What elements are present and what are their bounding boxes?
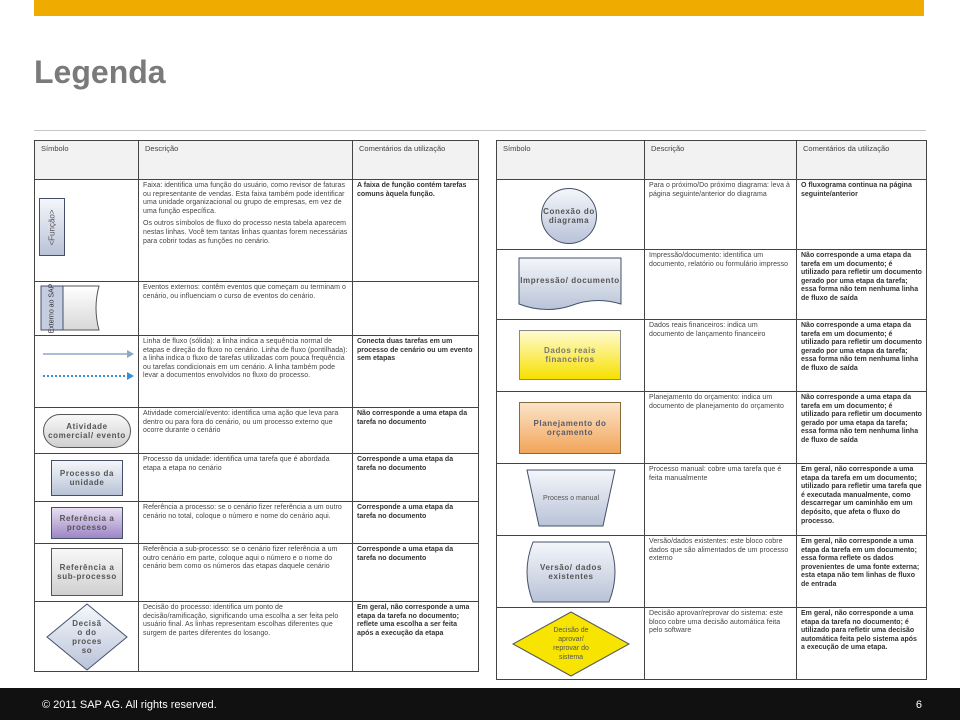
symbol-cell bbox=[35, 602, 139, 672]
description-cell: Decisão do processo: identifica um ponto de decisão/ramificação, significando uma escolha a ser feita pelo usuário final. As linhas representam escolhas diferentes que surgem de partes diferentes do losango. bbox=[139, 602, 353, 672]
page-number: 6 bbox=[915, 699, 922, 711]
description-cell: Referência a processo: se o cenário fizer referência a um outro cenário no total, coloque o número e nome do cenário aqui. bbox=[139, 502, 353, 544]
table-row bbox=[35, 336, 479, 408]
print-document-label: Impressão/ documento bbox=[520, 275, 620, 285]
comment-cell: A faixa de função contém tarefas comuns àquela função. bbox=[353, 180, 479, 282]
symbol-cell bbox=[497, 464, 645, 536]
comment-cell: Em geral, não corresponde a uma etapa da tarefa em um documento; essa forma reflete os dados provenientes de uma fonte externa; esta etapa não tem linhas de fluxo de entrada bbox=[797, 536, 927, 608]
table-row bbox=[35, 602, 479, 672]
symbol-cell bbox=[35, 408, 139, 454]
description-cell: Decisão aprovar/reprovar do sistema: este bloco cobre uma decisão automática feita pelo software bbox=[645, 608, 797, 680]
header-description: Descrição bbox=[139, 141, 353, 180]
symbol-cell bbox=[35, 282, 139, 336]
lane-label: <Função> bbox=[47, 208, 57, 246]
system-decision-label: Decisão de aprovar/ reprovar do sistema bbox=[553, 627, 589, 661]
header-comments: Comentários da utilização bbox=[797, 141, 927, 180]
comment-cell: O fluxograma continua na página seguinte/anterior bbox=[797, 180, 927, 250]
description-cell bbox=[139, 180, 353, 282]
symbol-cell bbox=[35, 544, 139, 602]
process-reference-shape: Referência a processo bbox=[51, 507, 123, 539]
comment-cell: Corresponde a uma etapa da tarefa no documento bbox=[353, 454, 479, 502]
table-header-row bbox=[35, 141, 479, 180]
comment-cell: Em geral, não corresponde a uma etapa da tarefa em um documento; utilizado para refletir uma tarefa que é executada manualmente, como descarregar um caminhão em um depósito, que afeta o fluxo do processo. bbox=[797, 464, 927, 536]
diagram-connector-shape: Conexão do diagrama bbox=[541, 188, 597, 244]
accent-bar bbox=[34, 0, 924, 16]
comment-cell: Corresponde a uma etapa da tarefa no documento bbox=[353, 544, 479, 602]
table-header-row bbox=[497, 141, 927, 180]
financial-actuals-shape: Dados reais financeiros bbox=[519, 330, 621, 380]
comment-cell: Em geral, não corresponde a uma etapa da tarefa no documento; é utilizado para refletir uma decisão automática feita pelo sistema após a execução de uma etapa. bbox=[797, 608, 927, 680]
symbol-cell bbox=[35, 336, 139, 408]
lane-shape bbox=[39, 198, 65, 256]
symbol-cell bbox=[497, 320, 645, 392]
manual-process-label: Process o manual bbox=[542, 494, 600, 502]
table-row bbox=[497, 180, 927, 250]
symbol-cell bbox=[497, 180, 645, 250]
decision-label: Decisã o do proces so bbox=[72, 619, 102, 655]
description-cell: Referência a sub-processo: se o cenário fizer referência a um outro cenário em parte, coloque aqui o número e o nome do cenário bem como os números das etapas daquele cenário bbox=[139, 544, 353, 602]
symbol-cell bbox=[35, 454, 139, 502]
comment-cell bbox=[353, 282, 479, 336]
table-row bbox=[497, 464, 927, 536]
symbol-cell bbox=[497, 392, 645, 464]
description-cell: Para o próximo/Do próximo diagrama: leva à página seguinte/anterior do diagrama bbox=[645, 180, 797, 250]
table-row bbox=[35, 502, 479, 544]
existing-data-label: Versão/ dados existentes bbox=[539, 563, 603, 581]
description-cell: Dados reais financeiros: indica um documento de lançamento financeiro bbox=[645, 320, 797, 392]
table-row bbox=[497, 392, 927, 464]
table-row bbox=[35, 454, 479, 502]
table-row bbox=[497, 250, 927, 320]
page-title: Legenda bbox=[34, 54, 166, 90]
header-symbol: Símbolo bbox=[35, 141, 139, 180]
table-row bbox=[35, 180, 479, 282]
symbol-cell bbox=[35, 180, 139, 282]
business-activity-shape: Atividade comercial/ evento bbox=[43, 414, 131, 448]
unit-process-shape: Processo da unidade bbox=[51, 460, 123, 496]
copyright-text: © 2011 SAP AG. All rights reserved. bbox=[42, 699, 217, 711]
header-symbol: Símbolo bbox=[497, 141, 645, 180]
description-cell: Planejamento do orçamento: indica um documento de planejamento do orçamento bbox=[645, 392, 797, 464]
symbol-cell bbox=[497, 250, 645, 320]
description-text: Faixa: identifica uma função do usuário, como revisor de faturas ou representante de vendas. Esta faixa também pode identificar uma unidade organizacional ou grupo de empresas, em vez de uma função específica. bbox=[143, 182, 346, 215]
right-legend-table bbox=[496, 140, 927, 680]
symbol-cell bbox=[497, 608, 645, 680]
table-row bbox=[35, 282, 479, 336]
budget-planning-shape: Planejamento do orçamento bbox=[519, 402, 621, 454]
table-row bbox=[497, 320, 927, 392]
description-cell: Eventos externos: contêm eventos que começam ou terminam o cenário, ou influenciam o curso de eventos do cenário. bbox=[139, 282, 353, 336]
comment-cell: Conecta duas tarefas em um processo de cenário ou um evento sem etapas bbox=[353, 336, 479, 408]
left-legend-table bbox=[34, 140, 479, 672]
header-comments: Comentários da utilização bbox=[353, 141, 479, 180]
table-row bbox=[497, 536, 927, 608]
symbol-cell bbox=[497, 536, 645, 608]
description-cell: Processo manual: cobre uma tarefa que é feita manualmente bbox=[645, 464, 797, 536]
description-cell: Impressão/documento: identifica um documento, relatório ou formulário impresso bbox=[645, 250, 797, 320]
comment-cell: Não corresponde a uma etapa da tarefa em um documento; é utilizado para refletir um documento gerado por uma etapa da tarefa; essa forma não tem nenhuma linha de fluxo de saída bbox=[797, 250, 927, 320]
symbol-cell bbox=[35, 502, 139, 544]
comment-cell: Não corresponde a uma etapa da tarefa em um documento; é utilizado para refletir um documento gerado por uma etapa da tarefa; essa forma não tem nenhuma linha de fluxo de saída bbox=[797, 320, 927, 392]
comment-cell: Corresponde a uma etapa da tarefa no documento bbox=[353, 502, 479, 544]
description-cell: Versão/dados existentes: este bloco cobre dados que são alimentados de um processo externo bbox=[645, 536, 797, 608]
comment-cell: Não corresponde a uma etapa da tarefa em um documento; é utilizado para refletir um documento gerado por uma etapa da tarefa; essa forma não tem nenhuma linha de fluxo de saída bbox=[797, 392, 927, 464]
description-text-2: Os outros símbolos de fluxo do processo nesta tabela aparecem nestas linhas. Você tem tantas linhas quantas forem necessárias para cobrir todas as funções no cenário. bbox=[143, 220, 348, 245]
footer-bar bbox=[0, 688, 960, 720]
header-description: Descrição bbox=[645, 141, 797, 180]
description-cell: Atividade comercial/evento: identifica uma ação que leva para dentro ou para fora do cenário, ou um processo externo que ocorre durante o cenário bbox=[139, 408, 353, 454]
table-row bbox=[35, 544, 479, 602]
description-cell: Processo da unidade: identifica uma tarefa que é abordada etapa a etapa no cenário bbox=[139, 454, 353, 502]
comment-cell: Em geral, não corresponde a uma etapa da tarefa no documento; reflete uma escolha a ser feita após a execução da etapa bbox=[353, 602, 479, 672]
external-label: Externo ao SAP bbox=[48, 283, 56, 333]
flow-lines-icon bbox=[35, 336, 139, 408]
description-cell: Linha de fluxo (sólida): a linha indica a sequência normal de etapas e direção do fluxo no cenário. Linha de fluxo (pontilhada): a linha indica o fluxo de tarefas utilizadas com pouca frequência ou tarefas condicionais em um cenário. A linha também pode levar a documentos envolvidos no fluxo do processo. bbox=[139, 336, 353, 408]
subprocess-reference-shape: Referência a sub-processo bbox=[51, 548, 123, 596]
comment-cell: Não corresponde a uma etapa da tarefa no documento bbox=[353, 408, 479, 454]
title-divider bbox=[34, 130, 926, 131]
table-row bbox=[35, 408, 479, 454]
table-row bbox=[497, 608, 927, 680]
